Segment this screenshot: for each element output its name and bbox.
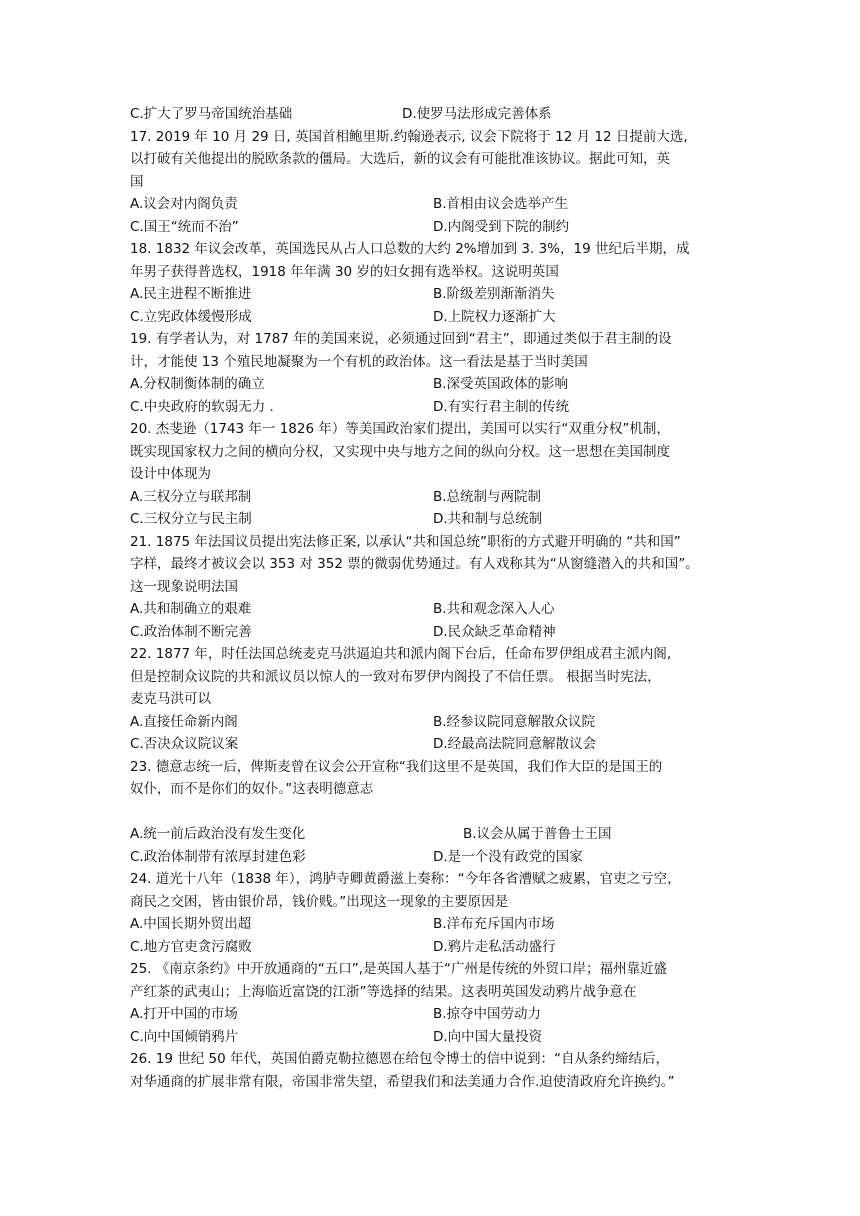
q21-option-b: B.共和观念深入人心 bbox=[433, 601, 555, 617]
q24-options-ab bbox=[130, 913, 740, 936]
q25-options-cd bbox=[130, 1026, 740, 1049]
q18-option-b: B.阶级差别渐渐消失 bbox=[433, 286, 555, 302]
q20-stem-line-1: 20. 杰斐逊（1743 年一 1826 年）等美国政治家们提出，美国可以实行“双重分权”机制， bbox=[130, 421, 670, 437]
q20-option-a: A.三权分立与联邦制 bbox=[130, 488, 252, 505]
q19-option-b: B.深受英国政体的影响 bbox=[433, 376, 569, 392]
q19-option-c: C.中央政府的软弱无力 . bbox=[130, 398, 274, 415]
q18-option-a: A.民主进程不断推进 bbox=[130, 286, 252, 302]
question-26 bbox=[130, 1048, 740, 1093]
q17-stem-line-2: 以打破有关他提出的脱欧条款的僵局。大选后，新的议会有可能批准该协议。据此可知，英 bbox=[130, 151, 670, 167]
q23-stem-line-1: 23. 德意志统一后，俾斯麦曾在议会公开宣称“我们这里不是英国，我们作大臣的是国王的 bbox=[130, 758, 663, 775]
q18-options-ab bbox=[130, 283, 740, 306]
q17-stem-line-1: 17. 2019 年 10 月 29 日, 英国首相鲍里斯.约翰逊表示, 议会下院将于 12 月 12 日提前大选, bbox=[130, 128, 688, 145]
q20-options-ab bbox=[130, 486, 740, 509]
q22-stem-line-2: 但是控制众议院的共和派议员以惊人的一致对布罗伊内阁投了不信任票。 根据当时宪法， bbox=[130, 668, 661, 685]
q26-stem-line-2: 对华通商的扩展非常有限，帝国非常失望，希望我们和法美通力合作.迫使清政府允许换约。” bbox=[130, 1073, 675, 1090]
q21-stem-line-1: 21. 1875 年法国议员提出宪法修正案, 以承认“共和国总统”职衔的方式避开明确的 “共和国” bbox=[130, 533, 681, 550]
q20-option-b: B.总统制与两院制 bbox=[433, 488, 542, 505]
q17-options-ab bbox=[130, 193, 740, 216]
question-22 bbox=[130, 643, 740, 756]
q19-option-d: D.有实行君主制的传统 bbox=[433, 398, 570, 415]
q24-stem-line-1: 24. 道光十八年（1838 年），鸿胪寺卿黄爵滋上奏称：“今年各省漕赋之疲累，官吏之亏空， bbox=[130, 871, 681, 887]
q21-stem-line-2: 字样，最终才被议会以 353 对 352 票的微弱优势通过。有人戏称其为“从窗缝潜入的共和国”。 bbox=[130, 556, 699, 572]
q17-options-cd bbox=[130, 216, 740, 239]
q24-option-a: A.中国长期外贸出超 bbox=[130, 916, 252, 932]
q18-option-c: C.立宪政体缓慢形成 bbox=[130, 308, 252, 325]
q17-option-b: B.首相由议会选举产生 bbox=[433, 196, 569, 212]
question-17 bbox=[130, 126, 740, 239]
q23-blank-line bbox=[130, 801, 740, 824]
q22-options-ab bbox=[130, 711, 740, 734]
q21-options-cd bbox=[130, 621, 740, 644]
q17-option-a: A.议会对内阁负责 bbox=[130, 196, 238, 212]
q25-option-d: D.向中国大量投资 bbox=[433, 1028, 543, 1045]
q22-options-cd bbox=[130, 733, 740, 756]
q17-option-c: C.国王“统而不治” bbox=[130, 218, 239, 235]
q18-stem-line-1: 18. 1832 年议会改革，英国选民从占人口总数的大约 2%增加到 3. 3%，19 世纪后半期，成 bbox=[130, 241, 690, 257]
q25-option-b: B.掠夺中国劳动力 bbox=[433, 1006, 542, 1022]
q19-stem-line-1: 19. 有学者认为，对 1787 年的美国来说，必须通过回到“君主”，即通过类似于君主制的设 bbox=[130, 331, 672, 347]
q18-option-d: D.上院权力逐渐扩大 bbox=[433, 308, 556, 325]
q23-options-ab bbox=[130, 823, 740, 846]
question-20 bbox=[130, 418, 740, 531]
question-21 bbox=[130, 531, 740, 644]
question-24 bbox=[130, 868, 740, 958]
q24-options-cd bbox=[130, 936, 740, 959]
q23-option-d: D.是一个没有政党的国家 bbox=[433, 848, 583, 865]
q18-stem-line-2: 年男子获得普选权，1918 年年满 30 岁的妇女拥有选举权。这说明英国 bbox=[130, 263, 559, 280]
q16-options-cd bbox=[130, 103, 740, 126]
q23-options-cd bbox=[130, 846, 740, 869]
q20-stem-line-2: 既实现国家权力之间的横向分权，又实现中央与地方之间的纵向分权。这一思想在美国制度 bbox=[130, 443, 670, 460]
q23-stem-line-2: 奴仆，而不是你们的奴仆。”这表明德意志 bbox=[130, 781, 374, 797]
question-18 bbox=[130, 238, 740, 328]
q23-option-a: A.统一前后政治没有发生变化 bbox=[130, 826, 306, 842]
q22-option-a: A.直接任命新内阁 bbox=[130, 713, 238, 730]
q21-option-d: D.民众缺乏革命精神 bbox=[433, 623, 556, 640]
q22-stem-line-1: 22. 1877 年，时任法国总统麦克马洪逼迫共和派内阁下台后，任命布罗伊组成君主派内阁, bbox=[130, 646, 672, 662]
q25-stem-line-2: 产红茶的武夷山；上海临近富饶的江浙”等选择的结果。这表明英国发动鸦片战争意在 bbox=[130, 983, 637, 1000]
q25-stem-line-1: 25. 《南京条约》中开放通商的“五口”,是英国人基于“广州是传统的外贸口岸；福州靠近盛 bbox=[130, 961, 668, 977]
question-25 bbox=[130, 958, 740, 1048]
q19-option-a: A.分权制衡体制的确立 bbox=[130, 376, 265, 392]
q16-option-c: C.扩大了罗马帝国统治基础 bbox=[130, 106, 293, 122]
q18-options-cd bbox=[130, 306, 740, 329]
q19-options-ab bbox=[130, 373, 740, 396]
q17-stem-line-3: 国 bbox=[130, 173, 144, 190]
q26-stem-line-1: 26. 19 世纪 50 年代，英国伯爵克勒拉德恩在给包令博士的信中说到：“自从条约缔结后， bbox=[130, 1051, 669, 1067]
q23-option-c: C.政治体制带有浓厚封建色彩 bbox=[130, 848, 306, 865]
q20-options-cd bbox=[130, 508, 740, 531]
q21-option-a: A.共和制确立的艰难 bbox=[130, 601, 252, 617]
q20-option-c: C.三权分立与民主制 bbox=[130, 511, 252, 527]
q25-options-ab bbox=[130, 1003, 740, 1026]
exam-page bbox=[130, 103, 740, 1093]
q24-option-b: B.洋布充斥国内市场 bbox=[433, 916, 555, 932]
q25-option-a: A.打开中国的市场 bbox=[130, 1006, 238, 1022]
q22-stem-line-3: 麦克马洪可以 bbox=[130, 691, 211, 707]
q23-option-b: B.议会从属于普鲁士王国 bbox=[463, 826, 612, 842]
q22-option-b: B.经参议院同意解散众议院 bbox=[433, 713, 596, 730]
q19-options-cd bbox=[130, 396, 740, 419]
q21-stem-line-3: 这一现象说明法国 bbox=[130, 578, 238, 595]
q21-options-ab bbox=[130, 598, 740, 621]
q20-option-d: D.共和制与总统制 bbox=[433, 511, 543, 527]
q20-stem-line-3: 设计中体现为 bbox=[130, 466, 211, 482]
q22-option-c: C.否决众议院议案 bbox=[130, 736, 239, 752]
q21-option-c: C.政治体制不断完善 bbox=[130, 623, 252, 640]
q24-stem-line-2: 商民之交困，皆由银价昂，钱价贱。”出现这一现象的主要原因是 bbox=[130, 893, 509, 910]
q22-option-d: D.经最高法院同意解散议会 bbox=[433, 736, 597, 752]
q24-option-d: D.鸦片走私活动盛行 bbox=[433, 938, 556, 955]
question-19 bbox=[130, 328, 740, 418]
q19-stem-line-2: 计，才能使 13 个殖民地凝聚为一个有机的政治体。这一看法是基于当时美国 bbox=[130, 353, 588, 370]
q16-option-d: D.使罗马法形成完善体系 bbox=[402, 106, 552, 122]
question-23 bbox=[130, 756, 740, 869]
q17-option-d: D.内阁受到下院的制约 bbox=[433, 218, 570, 235]
q24-option-c: C.地方官吏贪污腐败 bbox=[130, 938, 252, 955]
q25-option-c: C.向中国倾销鸦片 bbox=[130, 1028, 239, 1045]
